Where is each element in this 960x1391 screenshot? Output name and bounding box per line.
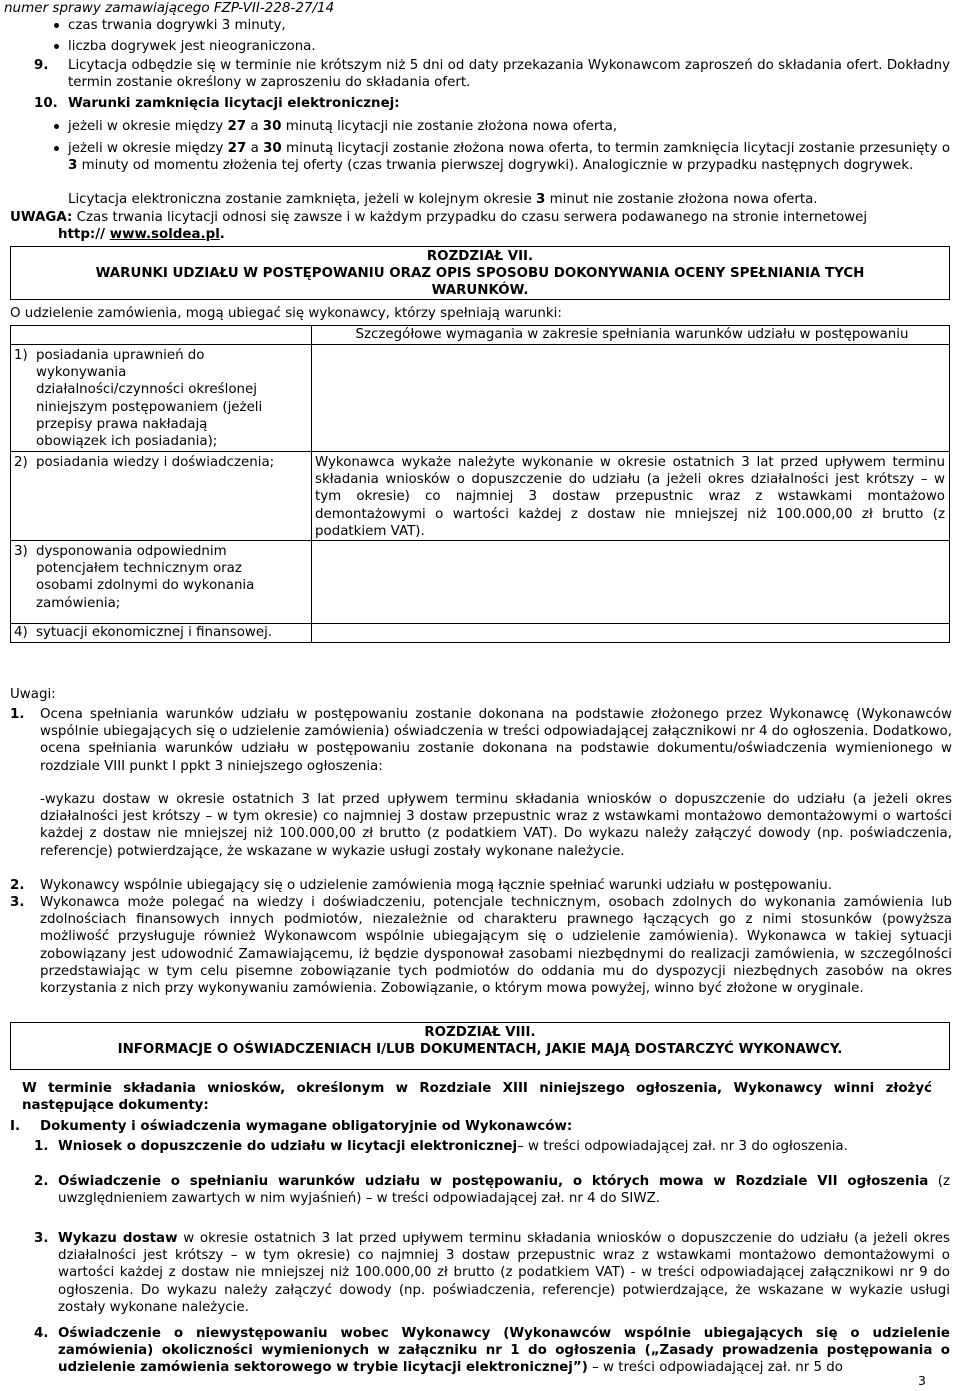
row-number: 4) (14, 625, 28, 641)
doc-3-text: Wykazu dostaw w okresie ostatnich 3 lat przed upływem terminu składania wniosków o dopuszczenie do udziału (a jeżeli okres działalności jest krótszy – w tym okresie) co najmniej 3 dostaw przepustnic wraz z wstawkami montażowo demontażowymi o wartości każdej z dostaw nie mniejszej niż 100.000,00 zł brutto (z podatkiem VAT) - w treści odpowiadającej załącznikowi nr 9 do ogłoszenia. Do wykazu należy załączyć dowody (np. poświadczenia, referencje) potwierdzające, że wskazane w wykazie usługi zostały wykonane należycie. (58, 1231, 950, 1315)
remark-3-text: Wykonawca może polegać na wiedzy i doświadczeniu, potencjale technicznym, osobach zdolnych do wykonania zamówienia lub zdolnościach finansowych innych podmiotów, niezależnie od charakteru prawnego łączących go z nimi stosunków (powyższa możliwość przysługuje również Wykonawcom wspólnie ubiegającym się o udzielenie zamówienia). Wykonawca w takiej sytuacji zobowiązany jest udowodnić Zamawiającemu, iż będzie dysponował zasobami niezbędnymi do realizacji zamówienia, w szczególności przedstawiając w tym celu pisemne zobowiązanie tych podmiotów do oddania mu do dyspozycji niezbędnych zasobów na okres korzystania z nich przy wykonywaniu zamówienia. Zobowiązanie, o którym mowa powyżej, winno być złożone w oryginale. (40, 895, 952, 997)
bullet-dogrywka-count: liczba dogrywek jest nieograniczona. (68, 38, 950, 55)
condition-detail: Wykonawca wykaże należyte wykonanie w okresie ostatnich 3 lat przed upływem terminu składania wniosków o dopuszczenie do udziału (a jeżeli okres działalności jest krótszy – w tym okresie) co najmniej 3 dostaw przepustnic wraz z wstawkami montażowo demontażowymi o wartości każdej z dostaw nie mniejszej niż 100.000,00 zł brutto (z podatkiem VAT). (312, 452, 950, 541)
uwaga-note: UWAGA: Czas trwania licytacji odnosi się zawsze i w każdym przypadku do czasu serwera podawanego na stronie internetowej http:// www.soldea.pl. (10, 210, 868, 243)
section-i-number: I. (10, 1119, 21, 1134)
remark-3-number: 3. (10, 895, 25, 910)
item-9-number: 9. (34, 58, 49, 73)
chapter-7-title: ROZDZIAŁ VII. (426, 249, 534, 264)
remark-2-number: 2. (10, 878, 25, 893)
close-condition-1: jeżeli w okresie między 27 a 30 minutą licytacji nie zostanie złożona nowa oferta, (68, 118, 950, 135)
document-number: numer sprawy zamawiającego FZP-VII-228-27/14 (4, 0, 335, 16)
table-row (11, 452, 950, 541)
documents-intro: W terminie składania wniosków, określonym w Rozdziale XIII niniejszego ogłoszenia, Wykonawcy winni złożyć następujące dokumenty: (22, 1081, 932, 1114)
condition-text: sytuacji ekonomicznej i finansowej. (36, 625, 273, 641)
table-header-row (11, 326, 950, 345)
doc-2-text: Oświadczenie o spełnianiu warunków udziału w postępowaniu, o których mowa w Rozdziale VII ogłoszenia (z uwzględnieniem zawartych w nim wyjaśnień) – w treści odpowiadającej zał. nr 4 do SIWZ. (58, 1174, 950, 1207)
chapter-8-box (10, 1022, 950, 1070)
chapter-7-box (10, 246, 950, 300)
row-number: 1) (14, 348, 28, 363)
requirements-table (10, 325, 950, 643)
remark-1-text: Ocena spełniania warunków udziału w postępowaniu zostanie dokonana na podstawie złożonego przez Wykonawcę (Wykonawców wspólnie ubiegających się o udzielenie zamówienia) oświadczenia w treści odpowiadającej załącznikowi nr 4 do ogłoszenia. Dodatkowo, ocena spełniania warunków udziału w postępowaniu zostanie dokonana na podstawie dokumentu/oświadczenia wymienionego w rozdziale VIII punkt I ppkt 3 niniejszego ogłoszenia: (40, 707, 952, 774)
doc-4-number: 4. (34, 1326, 49, 1341)
table-row (11, 624, 950, 643)
close-final-rule: Licytacja elektroniczna zostanie zamknięta, jeżeli w kolejnym okresie 3 minut nie zostanie złożona nowa oferta. (68, 192, 818, 207)
bullet-dogrywka-time: czas trwania dogrywki 3 minuty, (68, 17, 950, 34)
condition-text: posiadania uprawnień do wykonywania działalności/czynności określonej niniejszym postępowaniem (jeżeli przepisy prawa nakładają obowiązek ich posiadania); (36, 348, 263, 450)
doc-4-text: Oświadczenie o niewystępowaniu wobec Wykonawcy (Wykonawców wspólnie ubiegających się o udzielenie zamówienia) okoliczności wymienionych w załączniku nr 1 do ogłoszenia („Zasady prowadzenia postępowania o udzielenie zamówienia sektorowego w trybie licytacji elektronicznej”) – w treści odpowiadającej zał. nr 5 do (58, 1326, 950, 1376)
item-10-heading: Warunki zamknięcia licytacji elektronicznej: (68, 96, 400, 111)
doc-1-text: Wniosek o dopuszczenie do udziału w licytacji elektronicznej– w treści odpowiadającej zał. nr 3 do ogłoszenia. (58, 1139, 848, 1154)
close-condition-2: jeżeli w okresie między 27 a 30 minutą licytacji zostanie złożona nowa oferta, to termin zamknięcia licytacji zostanie przesunięty o 3 minuty od momentu złożenia tej oferty (czas trwania pierwszej dogrywki). Analogicznie w przypadku następnych dogrywek. (68, 141, 951, 174)
conditions-intro: O udzielenie zamówienia, mogą ubiegać się wykonawcy, którzy spełniają warunki: (10, 306, 562, 321)
condition-detail (312, 345, 950, 452)
item-9-text: Licytacja odbędzie się w terminie nie krótszym niż 5 dni od daty przekazania Wykonawcom zaproszeń do składania ofert. Dokładny termin zostanie określony w zaproszeniu do składania ofert. (68, 58, 950, 91)
chapter-8-subtitle: INFORMACJE O OŚWIADCZENIACH I/LUB DOKUMENTACH, JAKIE MAJĄ DOSTARCZYĆ WYKONAWCY. (117, 1042, 843, 1058)
table-row (11, 345, 950, 452)
condition-text: dysponowania odpowiednim potencjałem technicznym oraz osobami zdolnymi do wykonania zamówienia; (36, 544, 255, 611)
doc-3-number: 3. (34, 1231, 49, 1246)
remark-1-detail: -wykazu dostaw w okresie ostatnich 3 lat przed upływem terminu składania wniosków o dopuszczenie do udziału (a jeżeli okres działalności jest krótszy – w tym okresie) co najmniej 3 dostaw przepustnic wraz z wstawkami montażowo demontażowymi o wartości każdej z dostaw nie mniejszej niż 100.000,00 zł brutto (z podatkiem VAT). Do wykazu należy załączyć dowody (np. poświadczenia, referencje) potwierdzające, że wskazane w wykazie usługi zostały wykonane należycie. (40, 792, 952, 859)
chapter-8-title: ROZDZIAŁ VIII. (424, 1025, 536, 1040)
page-number: 3 (918, 1373, 926, 1388)
remarks-label: Uwagi: (10, 687, 56, 702)
remark-2-text: Wykonawcy wspólnie ubiegający się o udzielenie zamówienia mogą łącznie spełniać warunki udziału w postępowaniu. (40, 878, 832, 893)
condition-detail (312, 624, 950, 643)
table-header: Szczegółowe wymagania w zakresie spełniania warunków udziału w postępowaniu (312, 326, 950, 345)
remark-1-number: 1. (10, 707, 25, 722)
chapter-7-subtitle: WARUNKI UDZIAŁU W POSTĘPOWANIU ORAZ OPIS SPOSOBU DOKONYWANIA OCENY SPEŁNIANIA TYCH WARUNKÓW. (95, 266, 865, 299)
item-10-number: 10. (34, 96, 58, 111)
condition-text: posiadania wiedzy i doświadczenia; (36, 455, 275, 470)
section-i-title: Dokumenty i oświadczenia wymagane obligatoryjnie od Wykonawców: (40, 1119, 573, 1134)
table-row (11, 541, 950, 624)
doc-2-number: 2. (34, 1174, 49, 1189)
row-number: 2) (14, 455, 28, 470)
soldea-link[interactable]: www.soldea.pl (109, 227, 220, 243)
doc-1-number: 1. (34, 1139, 49, 1154)
row-number: 3) (14, 544, 28, 560)
condition-detail (312, 541, 950, 624)
